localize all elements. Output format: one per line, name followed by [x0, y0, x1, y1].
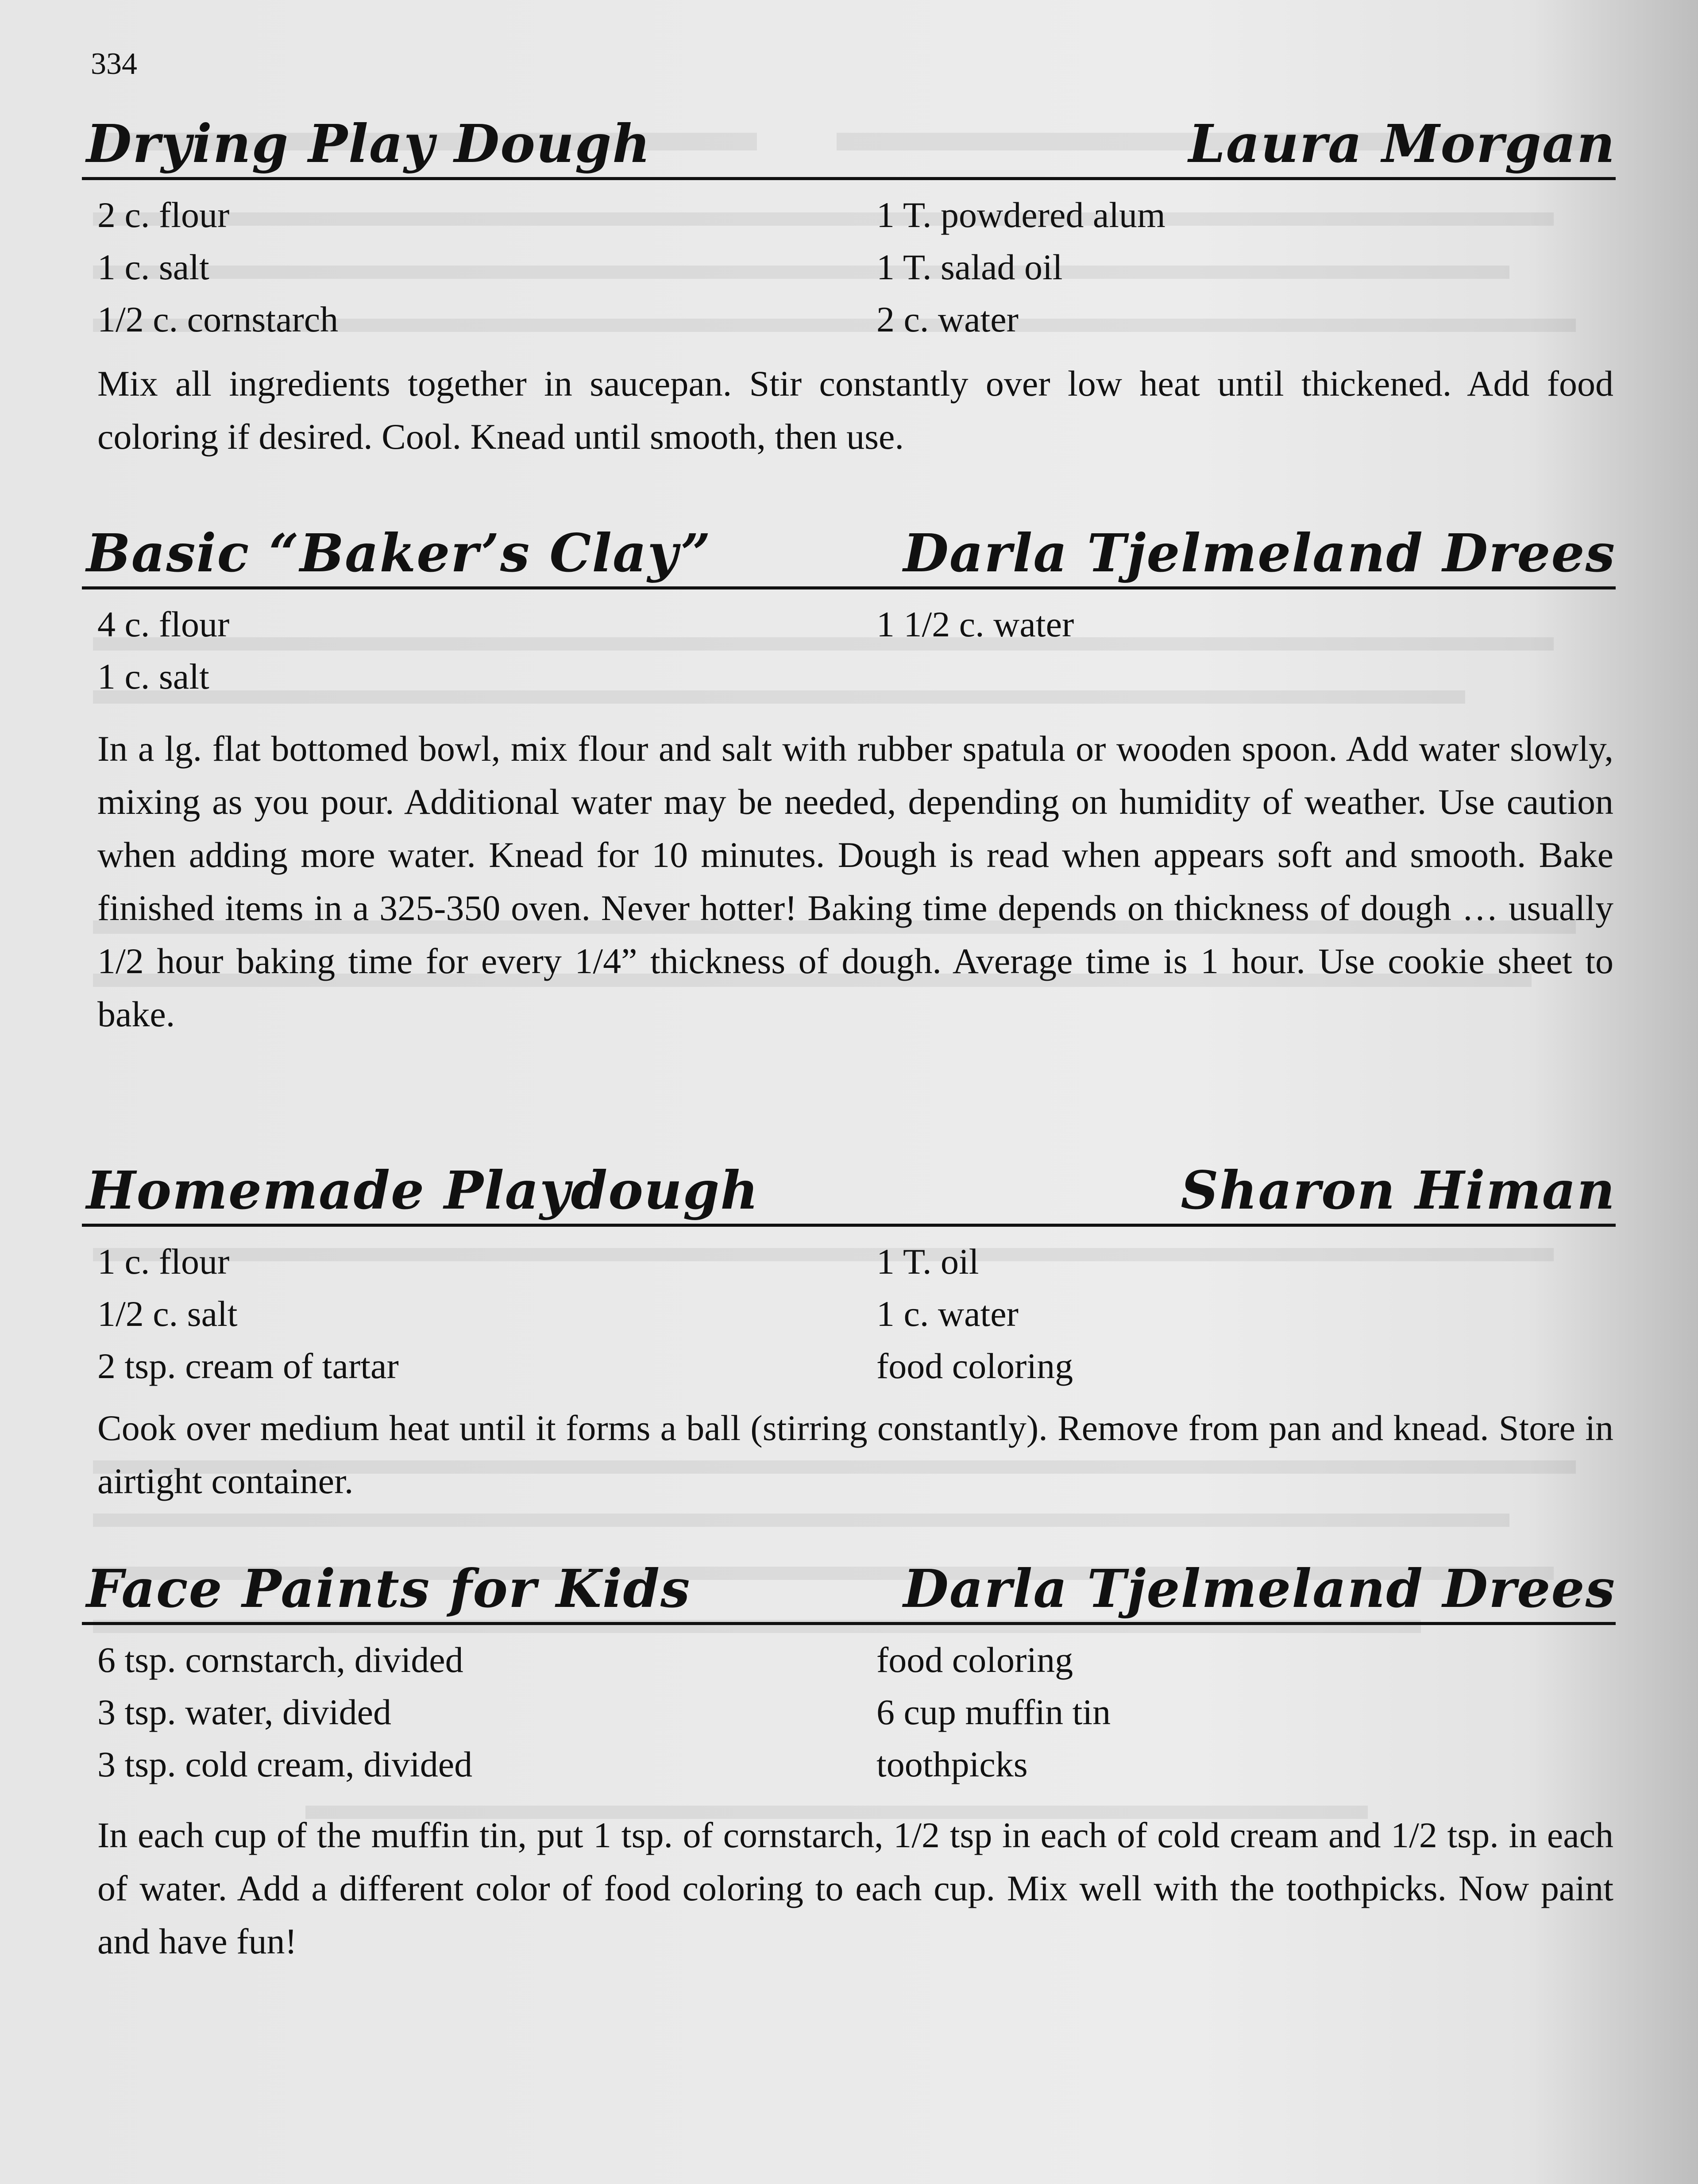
- recipe-author: Darla Tjelmeland Drees: [903, 522, 1616, 584]
- ingredient-item: 3 tsp. water, divided: [97, 1692, 391, 1732]
- ingredient-item: 1/2 c. cornstarch: [97, 299, 339, 339]
- ingredient-item: food coloring: [876, 1640, 1073, 1680]
- recipe-basic-bakers-clay: [82, 516, 1616, 1041]
- ingredient-item: toothpicks: [876, 1744, 1028, 1784]
- recipe-instructions: In a lg. flat bottomed bowl, mix flour and salt with rubber spatula or wooden spoon. Add water slowly, mixing as you pour. Additional water may be needed, depending on humidity of weather. Use caution when adding more water. Knead for 10 minutes. Dough is read when appears soft and smooth. Bake finished items in a 325-350 oven. Never hotter! Baking time depends on thickness of dough … usually 1/2 hour baking time for every 1/4” thickness of dough. Average time is 1 hour. Use cookie sheet to bake.: [97, 728, 1613, 1034]
- ingredient-item: 2 c. water: [876, 299, 1019, 339]
- ingredient-item: 3 tsp. cold cream, divided: [97, 1744, 473, 1784]
- ingredient-item: 6 cup muffin tin: [876, 1692, 1111, 1732]
- recipe-author: Sharon Himan: [1181, 1159, 1616, 1221]
- recipe-drying-play-dough: [82, 106, 1616, 463]
- recipe-title: Face Paints for Kids: [86, 1558, 691, 1619]
- recipe-face-paints-for-kids: [82, 1551, 1616, 1968]
- recipe-header: [82, 1153, 1616, 1227]
- ingredients-right-column: [876, 1634, 1111, 1791]
- ingredient-item: 4 c. flour: [97, 604, 230, 644]
- recipe-homemade-playdough: [82, 1153, 1616, 1508]
- page-number: 334: [91, 47, 137, 81]
- ingredient-item: 1 c. flour: [97, 1241, 230, 1282]
- recipe-title: Basic “Baker’s Clay”: [86, 522, 712, 584]
- ingredient-item: 1 c. salt: [97, 247, 209, 287]
- ingredient-item: 1 T. oil: [876, 1241, 979, 1282]
- recipe-instructions: In each cup of the muffin tin, put 1 tsp. of cornstarch, 1/2 tsp in each of cold cream and 1/2 tsp. in each of water. Add a different color of food coloring to each cup. Mix well with the toothpicks. Now paint and have fun!: [97, 1815, 1613, 1961]
- ingredient-item: food coloring: [876, 1346, 1073, 1386]
- recipe-author: Laura Morgan: [1188, 113, 1616, 174]
- ingredients-left-column: [97, 1634, 472, 1791]
- ingredient-item: 2 tsp. cream of tartar: [97, 1346, 399, 1386]
- recipe-title: Drying Play Dough: [86, 113, 652, 174]
- ingredient-item: 1 c. salt: [97, 656, 209, 697]
- ingredients-right-column: [876, 598, 1074, 651]
- recipe-header: [82, 1551, 1616, 1625]
- ingredients-right-column: [876, 189, 1165, 346]
- recipe-instructions: Cook over medium heat until it forms a ball (stirring constantly). Remove from pan and knead. Store in airtight container.: [97, 1408, 1613, 1501]
- ingredients-left-column: [97, 598, 229, 703]
- ingredient-item: 1 T. salad oil: [876, 247, 1063, 287]
- ingredient-item: 1 c. water: [876, 1294, 1019, 1334]
- ingredients-right-column: [876, 1236, 1073, 1392]
- ingredient-item: 1 T. powdered alum: [876, 195, 1165, 235]
- ingredient-item: 2 c. flour: [97, 195, 230, 235]
- ingredient-list: [82, 1634, 1616, 1791]
- ingredient-list: [82, 189, 1616, 346]
- ingredient-item: 1 1/2 c. water: [876, 604, 1074, 644]
- recipe-title: Homemade Playdough: [86, 1159, 759, 1221]
- ingredient-list: [82, 598, 1616, 705]
- recipe-header: [82, 106, 1616, 180]
- ingredient-item: 1/2 c. salt: [97, 1294, 238, 1334]
- recipe-instructions: Mix all ingredients together in saucepan. Stir constantly over low heat until thickened. Add food coloring if desired. Cool. Knead until smooth, then use.: [97, 363, 1613, 457]
- ingredients-left-column: [97, 1236, 399, 1392]
- recipe-header: [82, 516, 1616, 589]
- ingredients-left-column: [97, 189, 338, 346]
- recipe-author: Darla Tjelmeland Drees: [903, 1558, 1616, 1619]
- ingredient-item: 6 tsp. cornstarch, divided: [97, 1640, 463, 1680]
- ingredient-list: [82, 1236, 1616, 1393]
